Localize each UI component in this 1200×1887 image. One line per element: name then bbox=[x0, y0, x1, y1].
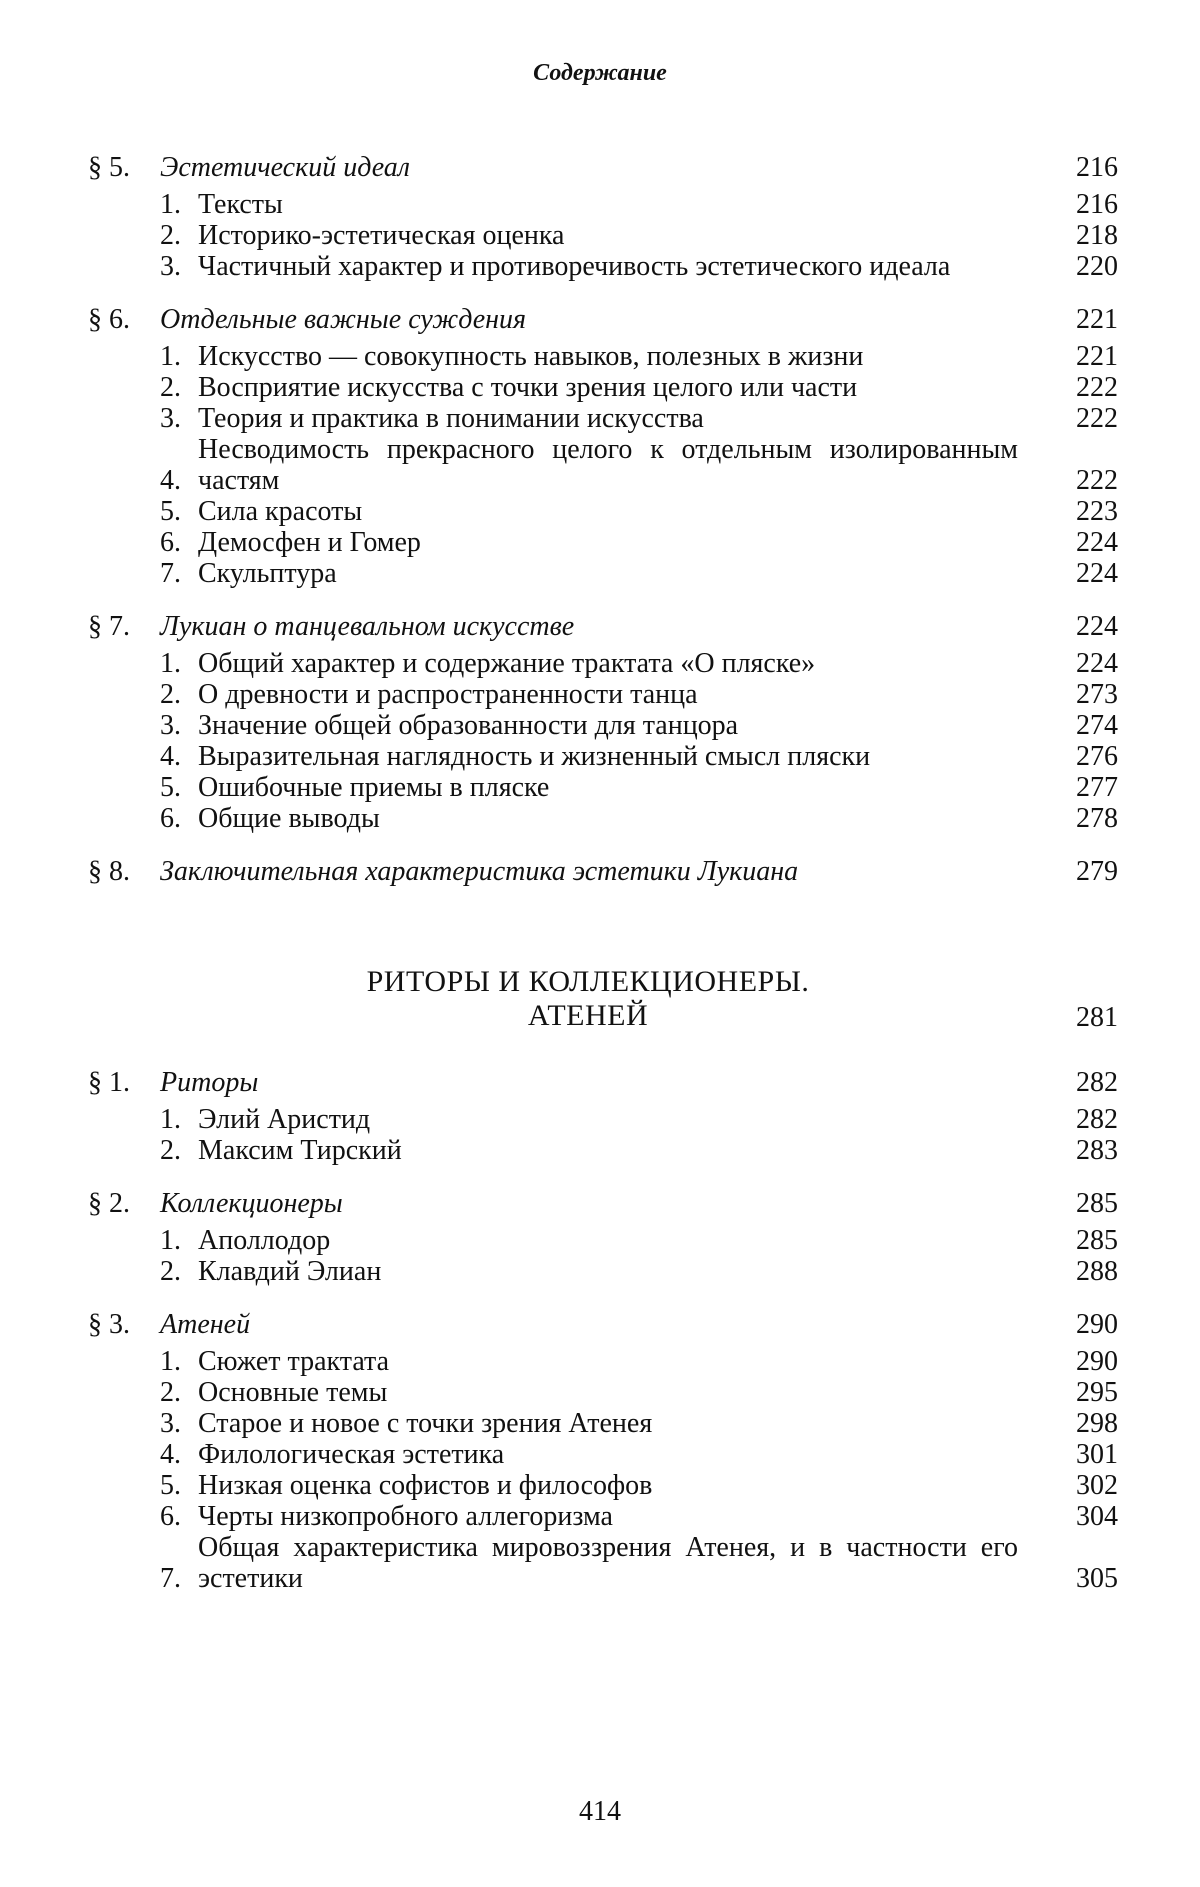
section-title: Заключительная характеристика эстетики Лукиана bbox=[160, 856, 799, 887]
item-number: 1. bbox=[160, 189, 181, 220]
item-title: Значение общей образованности для танцора bbox=[198, 710, 739, 741]
toc-item bbox=[88, 1104, 1118, 1135]
item-title: Историко-эстетическая оценка bbox=[198, 220, 565, 251]
toc-part-1 bbox=[88, 152, 1118, 887]
item-title: Ошибочные приемы в пляске bbox=[198, 772, 550, 803]
item-number: 2. bbox=[160, 372, 181, 403]
toc-item bbox=[88, 741, 1118, 772]
item-number: 4. bbox=[160, 465, 181, 496]
toc-item bbox=[88, 1501, 1118, 1532]
item-number: 2. bbox=[160, 679, 181, 710]
item-page: 298 bbox=[1076, 1408, 1118, 1439]
section-title: Риторы bbox=[160, 1067, 259, 1098]
toc-item bbox=[88, 527, 1118, 558]
section-title: Отдельные важные суждения bbox=[160, 304, 527, 335]
item-page: 285 bbox=[1076, 1225, 1118, 1256]
item-number: 3. bbox=[160, 403, 181, 434]
item-number: 7. bbox=[160, 558, 181, 589]
toc-section bbox=[88, 611, 1118, 834]
item-title: Максим Тирский bbox=[198, 1135, 402, 1166]
toc-section bbox=[88, 304, 1118, 589]
toc-item bbox=[88, 1346, 1118, 1377]
section-heading bbox=[88, 304, 1118, 335]
item-title: Клавдий Элиан bbox=[198, 1256, 382, 1287]
toc-item bbox=[88, 189, 1118, 220]
toc-item bbox=[88, 251, 1118, 282]
item-page: 277 bbox=[1076, 772, 1118, 803]
item-number: 6. bbox=[160, 527, 181, 558]
toc-item bbox=[88, 341, 1118, 372]
toc-item bbox=[88, 1408, 1118, 1439]
item-page: 305 bbox=[1076, 1563, 1118, 1594]
toc-item bbox=[88, 496, 1118, 527]
section-page: 279 bbox=[1076, 856, 1118, 887]
table-of-contents bbox=[88, 152, 1118, 1616]
toc-section bbox=[88, 1067, 1118, 1166]
toc-item bbox=[88, 1377, 1118, 1408]
toc-item bbox=[88, 803, 1118, 834]
toc-item bbox=[88, 372, 1118, 403]
section-page: 285 bbox=[1076, 1188, 1118, 1219]
item-title: Выразительная наглядность и жизненный смысл пляски bbox=[198, 741, 871, 772]
item-page: 288 bbox=[1076, 1256, 1118, 1287]
item-number: 4. bbox=[160, 741, 181, 772]
item-page: 216 bbox=[1076, 189, 1118, 220]
toc-item bbox=[88, 220, 1118, 251]
item-page: 224 bbox=[1076, 558, 1118, 589]
item-title: Демосфен и Гомер bbox=[198, 527, 421, 558]
item-page: 302 bbox=[1076, 1470, 1118, 1501]
toc-part-2 bbox=[88, 1067, 1118, 1594]
chapter-title-line-2: АТЕНЕЙ bbox=[527, 999, 649, 1032]
item-title: Общий характер и содержание трактата «О пляске» bbox=[198, 648, 816, 679]
item-page: 224 bbox=[1076, 527, 1118, 558]
item-title: Элий Аристид bbox=[198, 1104, 371, 1135]
section-heading bbox=[88, 611, 1118, 642]
section-number: § 5. bbox=[88, 152, 130, 183]
toc-section bbox=[88, 856, 1118, 887]
section-title: Коллекционеры bbox=[160, 1188, 343, 1219]
toc-item bbox=[88, 772, 1118, 803]
item-page: 222 bbox=[1076, 372, 1118, 403]
section-title: Лукиан о танцевальном искусстве bbox=[160, 611, 575, 642]
page-number: 414 bbox=[579, 1796, 621, 1827]
item-title: Восприятие искусства с точки зрения целого или части bbox=[198, 372, 858, 403]
section-number: § 1. bbox=[88, 1067, 130, 1098]
item-number: 5. bbox=[160, 496, 181, 527]
item-title: Черты низкопробного аллегоризма bbox=[198, 1501, 613, 1532]
item-page: 218 bbox=[1076, 220, 1118, 251]
item-page: 220 bbox=[1076, 251, 1118, 282]
item-number: 6. bbox=[160, 1501, 181, 1532]
item-title: Общие выводы bbox=[198, 803, 380, 834]
chapter-page: 281 bbox=[1076, 1002, 1118, 1033]
section-number: § 6. bbox=[88, 304, 130, 335]
item-page: 222 bbox=[1076, 465, 1118, 496]
item-page: 304 bbox=[1076, 1501, 1118, 1532]
section-heading bbox=[88, 1188, 1118, 1219]
toc-item bbox=[88, 1532, 1118, 1594]
item-title: Аполлодор bbox=[198, 1225, 331, 1256]
item-number: 2. bbox=[160, 1377, 181, 1408]
toc-item bbox=[88, 1135, 1118, 1166]
running-title: Содержание bbox=[533, 60, 667, 86]
toc-item bbox=[88, 403, 1118, 434]
item-title: Низкая оценка софистов и философов bbox=[198, 1470, 653, 1501]
item-page: 283 bbox=[1076, 1135, 1118, 1166]
item-number: 3. bbox=[160, 1408, 181, 1439]
item-title: Частичный характер и противоречивость эстетического идеала bbox=[198, 251, 951, 282]
toc-item bbox=[88, 1439, 1118, 1470]
item-number: 3. bbox=[160, 710, 181, 741]
item-number: 5. bbox=[160, 772, 181, 803]
item-number: 1. bbox=[160, 648, 181, 679]
chapter-title bbox=[88, 965, 1028, 1033]
item-page: 276 bbox=[1076, 741, 1118, 772]
section-title: Эстетический идеал bbox=[160, 152, 410, 183]
item-title: Несводимость прекрасного целого к отдельным изолированным частям bbox=[198, 434, 1018, 496]
section-page: 221 bbox=[1076, 304, 1118, 335]
item-number: 3. bbox=[160, 251, 181, 282]
toc-section bbox=[88, 1309, 1118, 1594]
item-number: 6. bbox=[160, 803, 181, 834]
item-number: 5. bbox=[160, 1470, 181, 1501]
section-page: 224 bbox=[1076, 611, 1118, 642]
item-page: 278 bbox=[1076, 803, 1118, 834]
toc-item bbox=[88, 1470, 1118, 1501]
item-number: 2. bbox=[160, 1135, 181, 1166]
item-title: Основные темы bbox=[198, 1377, 388, 1408]
item-number: 1. bbox=[160, 1225, 181, 1256]
item-title: Филологическая эстетика bbox=[198, 1439, 505, 1470]
item-title: Сюжет трактата bbox=[198, 1346, 390, 1377]
section-heading bbox=[88, 1309, 1118, 1340]
item-page: 282 bbox=[1076, 1104, 1118, 1135]
item-page: 222 bbox=[1076, 403, 1118, 434]
item-number: 1. bbox=[160, 1104, 181, 1135]
toc-item bbox=[88, 434, 1118, 496]
item-number: 7. bbox=[160, 1563, 181, 1594]
section-number: § 3. bbox=[88, 1309, 130, 1340]
toc-item bbox=[88, 679, 1118, 710]
item-page: 273 bbox=[1076, 679, 1118, 710]
item-number: 1. bbox=[160, 1346, 181, 1377]
item-title: Скульптура bbox=[198, 558, 337, 589]
item-title: Теория и практика в понимании искусства bbox=[198, 403, 704, 434]
toc-item bbox=[88, 648, 1118, 679]
item-page: 223 bbox=[1076, 496, 1118, 527]
item-title: Старое и новое с точки зрения Атенея bbox=[198, 1408, 653, 1439]
section-page: 290 bbox=[1076, 1309, 1118, 1340]
section-page: 216 bbox=[1076, 152, 1118, 183]
chapter-heading bbox=[88, 965, 1118, 1033]
section-number: § 7. bbox=[88, 611, 130, 642]
item-page: 224 bbox=[1076, 648, 1118, 679]
item-number: 2. bbox=[160, 220, 181, 251]
item-title: Тексты bbox=[198, 189, 283, 220]
section-title: Атеней bbox=[160, 1309, 251, 1340]
section-number: § 2. bbox=[88, 1188, 130, 1219]
section-heading bbox=[88, 152, 1118, 183]
item-title: Сила красоты bbox=[198, 496, 363, 527]
toc-section bbox=[88, 152, 1118, 282]
toc-section bbox=[88, 1188, 1118, 1287]
section-page: 282 bbox=[1076, 1067, 1118, 1098]
toc-item bbox=[88, 558, 1118, 589]
item-page: 301 bbox=[1076, 1439, 1118, 1470]
section-heading bbox=[88, 856, 1118, 887]
toc-item bbox=[88, 710, 1118, 741]
item-title: Искусство — совокупность навыков, полезных в жизни bbox=[198, 341, 864, 372]
item-title: Общая характеристика мировоззрения Атенея, и в частности его эстетики bbox=[198, 1532, 1018, 1594]
chapter-title-line-1: РИТОРЫ И КОЛЛЕКЦИОНЕРЫ. bbox=[366, 965, 810, 998]
section-heading bbox=[88, 1067, 1118, 1098]
toc-item bbox=[88, 1256, 1118, 1287]
item-page: 221 bbox=[1076, 341, 1118, 372]
toc-item bbox=[88, 1225, 1118, 1256]
item-number: 4. bbox=[160, 1439, 181, 1470]
item-page: 295 bbox=[1076, 1377, 1118, 1408]
section-number: § 8. bbox=[88, 856, 130, 887]
item-title: О древности и распространенности танца bbox=[198, 679, 698, 710]
item-number: 2. bbox=[160, 1256, 181, 1287]
item-page: 290 bbox=[1076, 1346, 1118, 1377]
item-page: 274 bbox=[1076, 710, 1118, 741]
item-number: 1. bbox=[160, 341, 181, 372]
